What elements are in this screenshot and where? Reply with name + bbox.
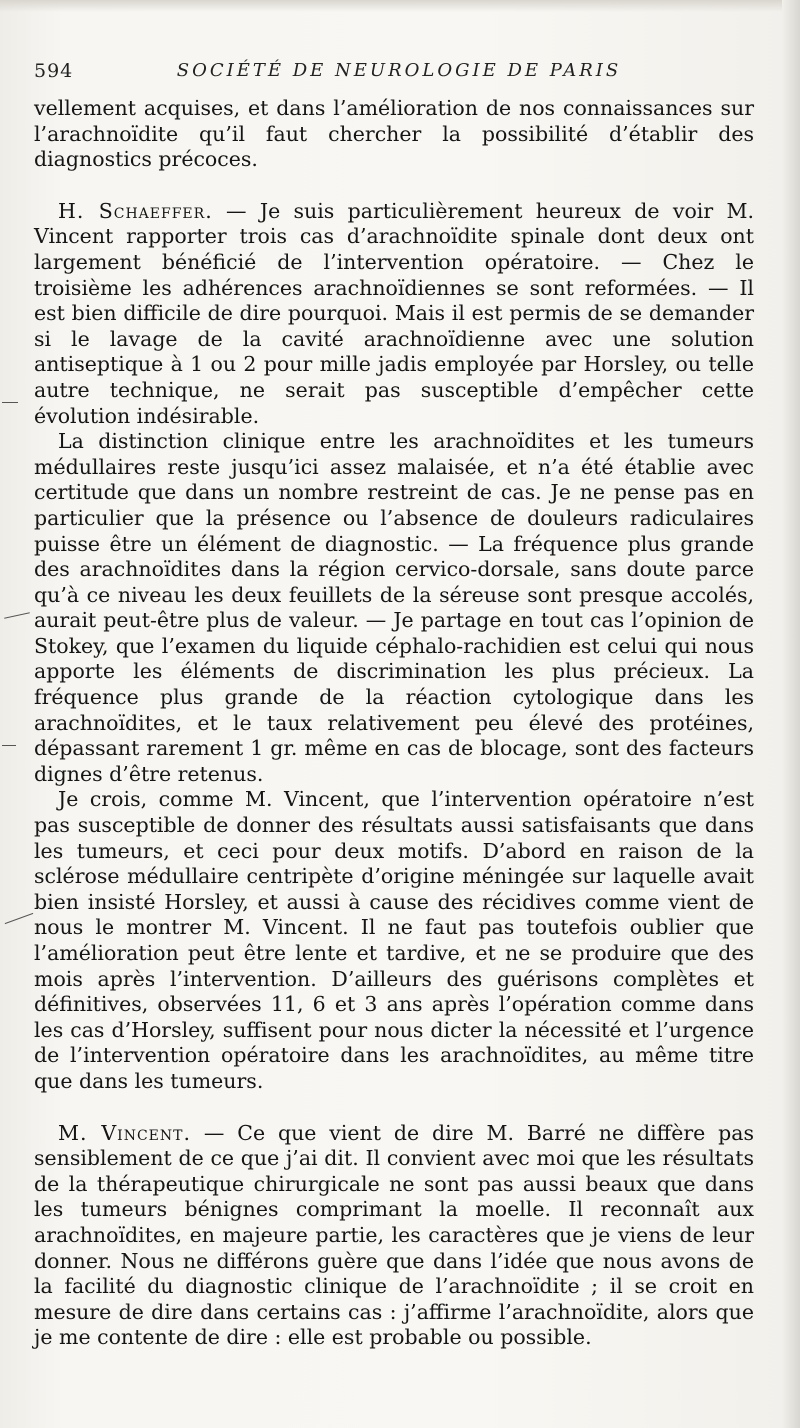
paragraph-text: — Je suis particulièrement heureux de voir M. Vincent rapporter trois cas d’arachnoïdite spinale dont deux ont largement bénéficié de l’intervention opératoire. — Chez le troisième les adhérences arachnoïdiennes se sont reformées. — Il est bien difficile de dire pourquoi. Mais il est permis de se demander si le lavage de la cavité arachnoïdienne avec une solution antiseptique à 1 ou 2 pour mille jadis employée par Horsley, ou telle autre technique, ne serait pas susceptible d’empêcher cette évolution indésirable. [34, 198, 754, 428]
paragraph-schaeffer [34, 199, 754, 429]
paragraph-text: Je crois, comme M. Vincent, que l’intervention opératoire n’est pas susceptible de donner des résultats aussi satisfaisants que dans les tumeurs, et ceci pour deux motifs. D’abord en raison de la sclérose médullaire centripète d’origine méningée sur laquelle avait bien insisté Horsley, et aussi à cause des récidives comme vient de nous le montrer M. Vincent. Il ne faut pas toutefois oublier que l’amélioration peut être lente et tardive, et ne se produire que des mois après l’intervention. D’ailleurs des guérisons complètes et définitives, observées 11, 6 et 3 ans après l’opération comme dans les cas d’Horsley, suffisent pour nous dicter la nécessité et l’urgence de l’intervention opératoire dans les arachnoïdites, au même titre que dans les tumeurs. [34, 787, 754, 1093]
speaker-name: H. Schaeffer. [58, 198, 213, 223]
paragraph-text: vellement acquises, et dans l’amélioration de nos connaissances sur l’arachnoïdite qu’il faut chercher la possibilité d’établir des diagnostics précoces. [34, 96, 754, 172]
paragraph-continuation [34, 96, 754, 173]
margin-pencil-mark [5, 913, 34, 924]
margin-pencil-mark [2, 745, 16, 746]
running-title: SOCIÉTÉ DE NEUROLOGIE DE PARIS [176, 60, 622, 81]
margin-pencil-mark [4, 612, 30, 618]
right-edge-shadow [782, 0, 800, 1428]
paragraph-vincent [34, 1121, 754, 1351]
top-edge-shadow [0, 0, 800, 12]
paragraph-text: — Ce que vient de dire M. Barré ne diffère pas sensiblement de ce que j’ai dit. Il convient avec moi que les résultats de la thérapeutique chirurgicale ne sont pas aussi beaux que dans les tumeurs bénignes comprimant la moelle. Il reconnaît aux arachnoïdites, en majeure partie, les caractères que je viens de leur donner. Nous ne différons guère que dans l’idée que nous avons de la facilité du diagnostic clinique de l’arachnoïdite ; il se croit en mesure de dire dans certains cas : j’affirme l’arachnoïdite, alors que je me contente de dire : elle est probable ou possible. [34, 1120, 755, 1350]
margin-pencil-mark [2, 402, 18, 403]
paragraph-distinction [34, 429, 754, 787]
paragraph-text: La distinction clinique entre les arachnoïdites et les tumeurs médullaires reste jusqu’ici assez malaisée, et n’a été établie avec certitude que dans un nombre restreint de cas. Je ne pense pas en particulier que la présence ou l’absence de douleurs radiculaires puisse être un élément de diagnostic. — La fréquence plus grande des arachnoïdites dans la région cervico-dorsale, sans doute parce qu’à ce niveau les deux feuillets de la séreuse sont presque accolés, aurait peut-être plus de valeur. — Je partage en tout cas l’opinion de Stokey, que l’examen du liquide céphalo-rachidien est celui qui nous apporte les éléments de discrimination les plus précieux. La fréquence plus grande de la réaction cytologique dans les arachnoïdites, et le taux relativement peu élevé des protéines, dépassant rarement 1 gr. même en cas de blocage, sont des facteurs dignes d’être retenus. [34, 429, 754, 786]
body-text [34, 96, 754, 1351]
speaker-name: M. Vincent. [58, 1120, 192, 1145]
page-number: 594 [34, 60, 74, 82]
page-header [34, 60, 764, 86]
paragraph-je-crois [34, 787, 754, 1094]
